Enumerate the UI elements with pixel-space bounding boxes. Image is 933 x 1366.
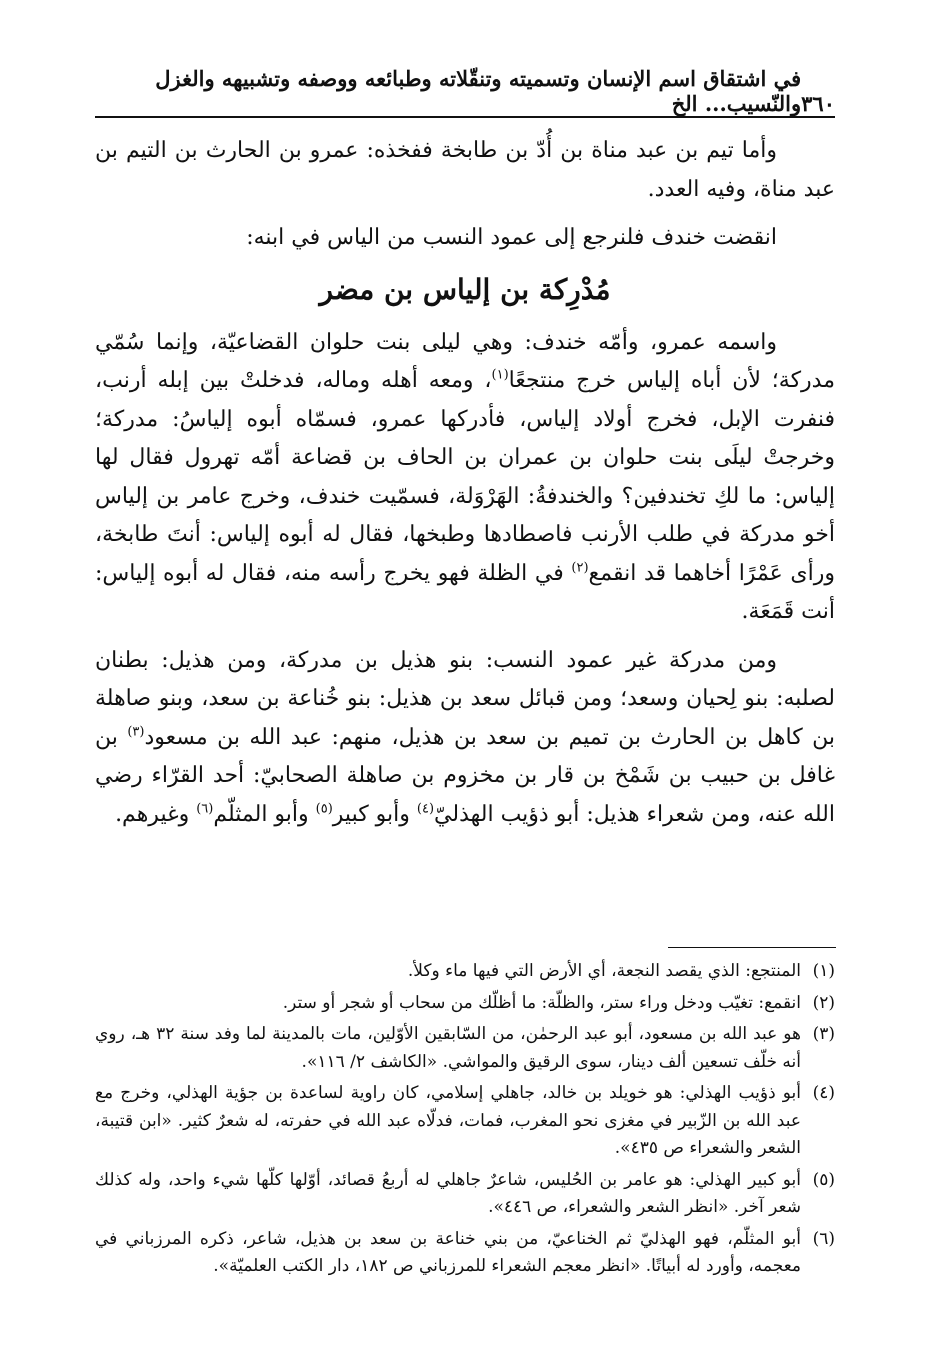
footnote-ref-3: (٣) xyxy=(127,724,145,740)
paragraph-taym: وأما تيم بن عبد مناة بن أُدّ بن طابخة ففخذه: عمرو بن الحارث بن التيم بن عبد مناة، وفيه العدد. xyxy=(95,138,835,202)
text-run: ، ومعه أهله وماله، فدخلتْ بين إبله أرنب، فنفرت الإبل، فخرج أولاد إلياس، فأدركها عمرو، فسمّاه أبوه إلياسُ: مدركة؛ وخرجتْ ليلَى بنت حلوان بن عمران بن الحاف بن قضاعة أمّه تهرول فقال لها إلياس: ما لكِ تخندفين؟ والخندفةُ: الهَرْوَلة، فسمّيت خندف، وخرج عامر بن إلياس أخو مدركة في طلب الأرنب فاصطادها وطبخها، فقال له أبوه إلياس: أنتَ طابخة، ورأى عَمْرًا أخاهما قد انقمع xyxy=(95,368,835,586)
text-run: في الظلة فهو يخرج رأسه منه، فقال له أبوه إلياس: أنت قَمَعَة. xyxy=(95,560,835,624)
footnote-ref-5: (٥) xyxy=(315,801,333,817)
footnote-item xyxy=(95,990,835,1018)
text-run: واسمه عمرو، وأمّه خندف: وهي ليلى بنت حلوان القضاعيّة، وإنما سُمّي مدركة؛ لأن أباه إلياس خرج منتجعًا xyxy=(95,329,835,393)
footnote-number: (٣) xyxy=(812,1024,835,1044)
footnotes xyxy=(95,958,835,1285)
footnote-text: المنتجع: الذي يقصد النجعة، أي الأرض التي فيها ماء وكلأ. xyxy=(407,961,801,981)
text-run: وغيرهم. xyxy=(115,801,197,827)
text-run: ومن مدركة غير عمود النسب: بنو هذيل بن مدركة، ومن هذيل: بطنان لصلبه: بنو لِحيان وسعد؛ ومن قبائل سعد بن هذيل: بنو خُناعة بن سعد، وبنو صاهلة بن كاهل بن الحارث بن تميم بن سعد بن هذيل، منهم: عبد الله بن مسعود xyxy=(95,647,835,750)
footnote-number: (٥) xyxy=(812,1169,835,1190)
footnote-item xyxy=(95,958,835,986)
header-rule xyxy=(95,116,835,118)
page-header xyxy=(95,66,835,116)
page-number: ٣٦٠ xyxy=(801,91,835,116)
footnote-item xyxy=(95,1021,835,1076)
footnote-number: (١) xyxy=(812,961,835,981)
footnote-number: (٢) xyxy=(812,992,835,1013)
footnote-text: أبو المثلّم، فهو الهذليّ ثم الخناعيّ، من بني خناعة بن سعد بن هذيل، شاعر، ذكره المرزباني في معجمه، وأورد له أبياتًا. «انظر معجم الشعراء للمرزباني ص ١٨٢، دار الكتب العلميّة». xyxy=(95,1228,801,1276)
footnote-separator xyxy=(668,947,836,948)
footnote-item xyxy=(95,1226,835,1281)
footnote-ref-4: (٤) xyxy=(416,801,435,817)
paragraph-mudrika xyxy=(95,324,835,632)
text-run: وأبو كبير xyxy=(332,801,417,827)
footnote-number: (٤) xyxy=(812,1083,835,1103)
footnote-ref-1: (١) xyxy=(491,367,509,383)
paragraph-transition: انقضت خندف فلنرجع إلى عمود النسب من الياس في ابنه: xyxy=(246,225,777,250)
section-title: مُدْرِكة بن إلياس بن مضر xyxy=(319,272,611,306)
footnote-text: هو عبد الله بن مسعود، أبو عبد الرحمٰن، من السّابقين الأوّلين، مات بالمدينة لما وفد سنة ٣٢ هـ، روي أنه خلّف تسعين ألف دينار، سوى الرقيق والمواشي. «الكاشف ٢/ ١١٦». xyxy=(95,1024,801,1072)
main-text xyxy=(95,132,835,834)
footnote-ref-2: (٢) xyxy=(571,560,589,576)
footnote-item xyxy=(95,1167,835,1222)
running-title: في اشتقاق اسم الإنسان وتسميته وتنقّلاته وطبائعه ووصفه وتشبيهه والغزل والنّسيب... الخ xyxy=(155,66,802,116)
footnote-text: أبو ذؤيب الهذلي: هو خويلد بن خالد، جاهلي إسلامي، كان راوية لساعدة بن جؤية الهذلي، وخرج مع عبد الله بن الزّبير في مغزى نحو المغرب، فمات، فدلّاه عبد الله في حفرته، له شعرٌ كثير. «ابن قتيبة، الشعر والشعراء ص ٤٣٥». xyxy=(95,1083,801,1158)
footnote-item xyxy=(95,1080,835,1163)
footnote-text: أبو كبير الهذلي: هو عامر بن الحُليس، شاعرٌ جاهلي له أربعُ قصائد، أوّلها كلّها شيء واحد، وله كذلك شعر آخر. «انظر الشعر والشعراء، ص ٤٤٦». xyxy=(95,1169,801,1217)
footnote-number: (٦) xyxy=(812,1228,835,1249)
paragraph-hudhayl xyxy=(95,642,835,835)
text-run: بن غافل بن حبيب بن شَمْخ بن قار بن مخزوم بن صاهلة الصحابيّ: أحد القرّاء رضي الله عنه، ومن شعراء هذيل: أبو ذؤيب الهذليّ xyxy=(95,724,835,827)
text-run: وأبو المثلّم xyxy=(213,801,316,827)
footnote-text: انقمع: تغيّب ودخل وراء ستر، والظلّة: ما أظلّك من سحاب أو شجر أو ستر. xyxy=(282,992,801,1013)
footnote-ref-6: (٦) xyxy=(196,801,214,817)
